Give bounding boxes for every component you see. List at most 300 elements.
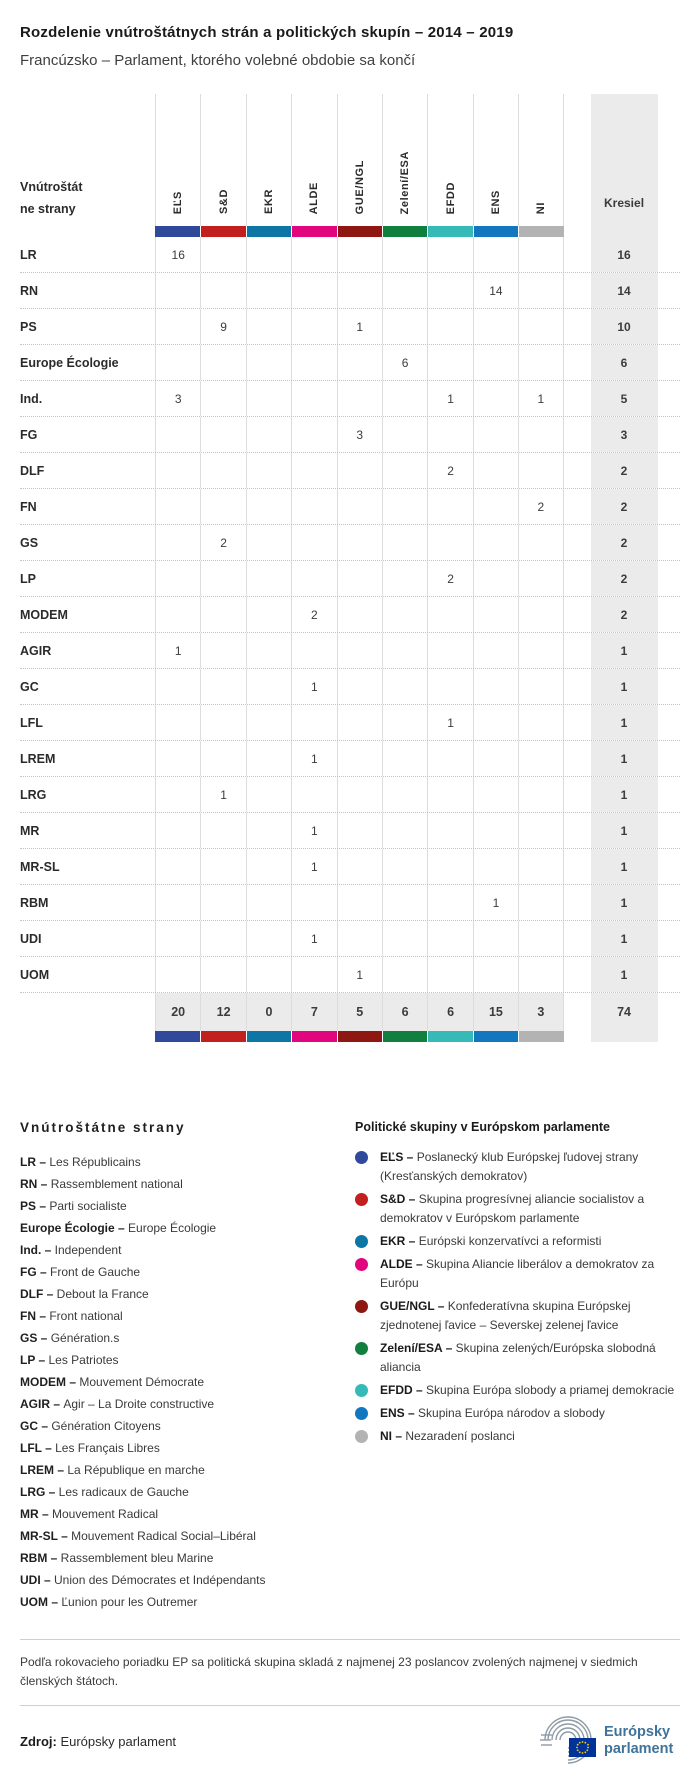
value-cell	[200, 705, 245, 740]
value-cell	[155, 957, 200, 992]
group-color-bar	[473, 1031, 518, 1042]
table-row	[20, 596, 680, 632]
row-spacer	[564, 885, 591, 920]
footer	[20, 1705, 680, 1766]
table-row	[20, 308, 680, 344]
value-cell	[518, 273, 563, 308]
table-row	[20, 956, 680, 992]
total-value-cell: 0	[246, 993, 291, 1031]
group-legend-text	[380, 1427, 515, 1446]
row-spacer	[564, 633, 591, 668]
value-cell	[155, 921, 200, 956]
value-cell	[246, 849, 291, 884]
value-cell	[155, 669, 200, 704]
seats-cell: 5	[591, 381, 658, 416]
totals-label	[20, 993, 155, 1031]
value-cell	[155, 849, 200, 884]
seats-cell: 1	[591, 813, 658, 848]
value-cell	[473, 417, 518, 452]
group-color-dot	[355, 1407, 368, 1420]
group-legend-text	[380, 1297, 680, 1335]
value-cell	[518, 921, 563, 956]
value-cell: 1	[200, 777, 245, 812]
value-cell	[427, 345, 472, 380]
group-color-bar	[473, 226, 518, 237]
party-legend-item	[20, 1547, 355, 1569]
seats-cell: 1	[591, 741, 658, 776]
value-cell	[246, 489, 291, 524]
value-cell	[200, 489, 245, 524]
source-label: Zdroj:	[20, 1733, 61, 1749]
row-spacer	[564, 525, 591, 560]
group-legend-item	[355, 1427, 680, 1446]
party-name: Union des Démocrates et Indépendants	[54, 1573, 266, 1587]
party-abbr: MR-SL –	[20, 1529, 72, 1543]
value-cell	[427, 597, 472, 632]
value-cell	[473, 561, 518, 596]
row-spacer	[564, 669, 591, 704]
value-cell	[200, 453, 245, 488]
value-cell	[382, 417, 427, 452]
value-cell	[337, 453, 382, 488]
party-legend-item	[20, 1151, 355, 1173]
value-cell	[246, 309, 291, 344]
value-cell	[337, 525, 382, 560]
group-color-bar	[427, 226, 472, 237]
value-cell	[246, 777, 291, 812]
party-label: MODEM	[20, 607, 68, 622]
value-cell	[246, 417, 291, 452]
party-name: Les Républicains	[49, 1155, 141, 1169]
row-spacer	[564, 813, 591, 848]
group-color-dot	[355, 1258, 368, 1271]
party-legend-item	[20, 1437, 355, 1459]
value-cell	[382, 885, 427, 920]
group-color-dot	[355, 1342, 368, 1355]
value-cell	[291, 705, 336, 740]
value-cell: 1	[291, 741, 336, 776]
value-cell	[155, 885, 200, 920]
value-cell	[337, 777, 382, 812]
value-cell	[246, 273, 291, 308]
value-cell	[291, 957, 336, 992]
value-cell	[246, 957, 291, 992]
party-legend-item	[20, 1173, 355, 1195]
value-cell: 1	[291, 921, 336, 956]
value-cell	[337, 381, 382, 416]
value-cell	[382, 741, 427, 776]
value-cell	[246, 525, 291, 560]
value-cell	[291, 525, 336, 560]
group-color-bar	[382, 1031, 427, 1042]
total-value-cell: 7	[291, 993, 336, 1031]
group-legend-item	[355, 1232, 680, 1251]
total-value-cell: 5	[337, 993, 382, 1031]
seats-cell: 2	[591, 489, 658, 524]
value-cell	[291, 777, 336, 812]
seats-cell: 2	[591, 453, 658, 488]
group-desc: Skupina zelených/Európska slobodná aliancia	[380, 1341, 656, 1374]
value-cell	[427, 417, 472, 452]
group-abbr: ENS –	[380, 1406, 419, 1420]
party-legend-item	[20, 1525, 355, 1547]
total-value-cell: 15	[473, 993, 518, 1031]
party-name: Independent	[54, 1243, 122, 1257]
value-cell	[473, 669, 518, 704]
row-spacer	[564, 921, 591, 956]
value-cell	[200, 273, 245, 308]
value-cell	[382, 633, 427, 668]
table-row	[20, 560, 680, 596]
table-row	[20, 237, 680, 272]
value-cell	[155, 813, 200, 848]
row-spacer	[564, 489, 591, 524]
value-cell	[155, 741, 200, 776]
value-cell	[291, 633, 336, 668]
party-abbr: DLF –	[20, 1287, 57, 1301]
party-legend-item	[20, 1569, 355, 1591]
seats-cell: 1	[591, 885, 658, 920]
party-name: Génération Citoyens	[51, 1419, 161, 1433]
table-row	[20, 848, 680, 884]
table-row	[20, 740, 680, 776]
value-cell	[200, 921, 245, 956]
value-cell	[155, 705, 200, 740]
total-value-cell: 3	[518, 993, 563, 1031]
party-legend-item	[20, 1349, 355, 1371]
value-cell	[382, 705, 427, 740]
value-cell	[246, 741, 291, 776]
party-label: Europe Écologie	[20, 355, 119, 370]
value-cell	[518, 777, 563, 812]
value-cell	[155, 525, 200, 560]
value-cell: 9	[200, 309, 245, 344]
party-abbr: GC –	[20, 1419, 52, 1433]
european-parliament-logo	[538, 1716, 680, 1766]
value-cell	[200, 849, 245, 884]
seats-cell: 10	[591, 309, 658, 344]
value-cell	[473, 633, 518, 668]
value-cell	[337, 273, 382, 308]
value-cell	[246, 885, 291, 920]
bar-label-spacer	[20, 226, 155, 237]
column-header-label: EKR	[262, 188, 275, 214]
top-color-bar-row	[20, 226, 680, 237]
value-cell: 1	[337, 309, 382, 344]
group-legend-text	[380, 1190, 680, 1228]
value-cell	[382, 597, 427, 632]
party-label: RBM	[20, 895, 49, 910]
party-name: Mouvement Radical	[52, 1507, 159, 1521]
value-cell	[382, 957, 427, 992]
value-cell	[246, 237, 291, 272]
group-abbr: EFDD –	[380, 1383, 427, 1397]
value-cell: 2	[291, 597, 336, 632]
group-legend-text	[380, 1148, 680, 1186]
table-row	[20, 632, 680, 668]
value-cell	[473, 309, 518, 344]
value-cell: 1	[427, 381, 472, 416]
total-value-cell: 6	[382, 993, 427, 1031]
value-cell	[337, 741, 382, 776]
value-cell	[382, 777, 427, 812]
party-legend-item	[20, 1261, 355, 1283]
group-color-bar	[337, 226, 382, 237]
group-abbr: ALDE –	[380, 1257, 427, 1271]
table-row	[20, 668, 680, 704]
party-name: Europe Écologie	[128, 1221, 217, 1235]
value-cell	[200, 597, 245, 632]
table-row	[20, 380, 680, 416]
row-header-label	[20, 94, 155, 226]
party-label: UOM	[20, 967, 50, 982]
party-abbr: RN –	[20, 1177, 51, 1191]
source-text: Európsky parlament	[60, 1733, 177, 1749]
seats-cell: 2	[591, 597, 658, 632]
party-name: Agir – La Droite constructive	[63, 1397, 215, 1411]
value-cell	[473, 489, 518, 524]
seats-cell: 1	[591, 633, 658, 668]
party-label: AGIR	[20, 643, 52, 658]
group-abbr: Zelení/ESA –	[380, 1341, 456, 1355]
row-spacer	[564, 741, 591, 776]
party-label: GC	[20, 679, 39, 694]
totals-row	[20, 992, 680, 1031]
value-cell	[291, 381, 336, 416]
party-legend-item	[20, 1305, 355, 1327]
table-header-row	[20, 94, 680, 226]
value-cell	[382, 921, 427, 956]
value-cell	[427, 921, 472, 956]
group-legend-list	[355, 1148, 680, 1446]
group-legend-item	[355, 1297, 680, 1335]
party-label: Ind.	[20, 391, 43, 406]
value-cell	[155, 777, 200, 812]
group-legend-text	[380, 1339, 680, 1377]
party-name: Debout la France	[56, 1287, 149, 1301]
group-desc: Poslanecký klub Európskej ľudovej strany (Kresťanských demokratov)	[380, 1150, 639, 1183]
value-cell	[382, 309, 427, 344]
party-legend-heading: Vnútroštátne strany	[20, 1120, 186, 1135]
value-cell	[427, 525, 472, 560]
group-color-bar	[337, 1031, 382, 1042]
column-header-label: EĽS	[172, 190, 185, 214]
value-cell	[518, 669, 563, 704]
value-cell	[382, 525, 427, 560]
ep-hemicycle-icon	[538, 1716, 600, 1766]
value-cell	[246, 561, 291, 596]
seats-cell: 3	[591, 417, 658, 452]
value-cell	[155, 597, 200, 632]
value-cell	[473, 381, 518, 416]
value-cell	[291, 453, 336, 488]
value-cell	[427, 273, 472, 308]
value-cell	[155, 309, 200, 344]
source-line	[20, 1734, 176, 1749]
group-legend	[355, 1120, 680, 1613]
group-desc: Skupina Aliancie liberálov a demokratov za Európu	[380, 1257, 655, 1290]
value-cell: 1	[518, 381, 563, 416]
value-cell	[382, 237, 427, 272]
footnote-text: Podľa rokovacieho poriadku EP sa politická skupina skladá z najmenej 23 poslancov zvolených najmenej v siedmich členských štátoch.	[20, 1655, 638, 1688]
value-cell	[246, 345, 291, 380]
value-cell: 2	[427, 561, 472, 596]
value-cell	[155, 417, 200, 452]
value-cell	[382, 489, 427, 524]
group-color-bar	[155, 1031, 200, 1042]
value-cell	[291, 309, 336, 344]
party-name: Ľunion pour les Outremer	[61, 1595, 198, 1609]
bar-label-spacer	[20, 1031, 155, 1042]
value-cell: 1	[337, 957, 382, 992]
value-cell	[337, 561, 382, 596]
value-cell	[518, 597, 563, 632]
value-cell	[473, 345, 518, 380]
party-abbr: Ind. –	[20, 1243, 55, 1257]
value-cell	[200, 669, 245, 704]
table-row	[20, 416, 680, 452]
seats-cell: 1	[591, 705, 658, 740]
party-label: DLF	[20, 463, 45, 478]
party-abbr: RBM –	[20, 1551, 61, 1565]
value-cell	[518, 813, 563, 848]
seats-cell: 2	[591, 525, 658, 560]
row-spacer	[564, 237, 591, 272]
row-spacer	[564, 381, 591, 416]
seats-header-label: Kresiel	[591, 94, 658, 226]
value-cell	[200, 633, 245, 668]
value-cell	[246, 381, 291, 416]
party-label: FN	[20, 499, 37, 514]
party-name: Parti socialiste	[49, 1199, 127, 1213]
table-row	[20, 812, 680, 848]
row-spacer	[564, 417, 591, 452]
bar-spacer	[564, 226, 591, 237]
value-cell	[200, 957, 245, 992]
group-legend-item	[355, 1255, 680, 1293]
value-cell	[473, 705, 518, 740]
party-label: LREM	[20, 751, 56, 766]
value-cell	[473, 741, 518, 776]
value-cell	[291, 885, 336, 920]
party-legend-item	[20, 1195, 355, 1217]
column-header-cell	[427, 94, 472, 226]
value-cell	[246, 705, 291, 740]
value-cell	[382, 669, 427, 704]
party-abbr: MR –	[20, 1507, 53, 1521]
party-abbr: MODEM –	[20, 1375, 80, 1389]
value-cell	[291, 561, 336, 596]
group-color-bar	[291, 1031, 336, 1042]
value-cell	[337, 813, 382, 848]
value-cell: 1	[291, 813, 336, 848]
row-spacer	[564, 777, 591, 812]
row-spacer	[564, 345, 591, 380]
party-name: Les Patriotes	[48, 1353, 119, 1367]
party-abbr: UOM –	[20, 1595, 62, 1609]
value-cell	[427, 669, 472, 704]
column-header-cell	[518, 94, 563, 226]
group-legend-item	[355, 1190, 680, 1228]
group-desc: Európski konzervatívci a reformisti	[418, 1234, 602, 1248]
value-cell	[155, 561, 200, 596]
seats-cell: 1	[591, 921, 658, 956]
party-legend-item	[20, 1481, 355, 1503]
value-cell	[518, 237, 563, 272]
value-cell	[473, 813, 518, 848]
parties-table	[20, 94, 680, 1042]
value-cell	[427, 237, 472, 272]
party-legend-item	[20, 1239, 355, 1261]
seats-cell: 6	[591, 345, 658, 380]
total-value-cell: 20	[155, 993, 200, 1031]
value-cell: 2	[200, 525, 245, 560]
value-cell	[291, 237, 336, 272]
group-legend-text	[380, 1232, 601, 1251]
value-cell	[337, 237, 382, 272]
group-legend-text	[380, 1255, 680, 1293]
group-abbr: NI –	[380, 1429, 406, 1443]
value-cell: 2	[518, 489, 563, 524]
totals-spacer	[564, 993, 591, 1031]
value-cell	[427, 633, 472, 668]
value-cell: 3	[337, 417, 382, 452]
party-abbr: LRG –	[20, 1485, 59, 1499]
group-legend-item	[355, 1404, 680, 1423]
group-legend-text	[380, 1404, 605, 1423]
group-color-bar	[382, 226, 427, 237]
value-cell	[427, 741, 472, 776]
value-cell	[246, 453, 291, 488]
row-spacer	[564, 273, 591, 308]
column-header-label: Zelení/ESA	[399, 150, 412, 214]
value-cell	[200, 561, 245, 596]
group-color-bar	[427, 1031, 472, 1042]
value-cell	[427, 849, 472, 884]
group-color-dot	[355, 1384, 368, 1397]
value-cell	[427, 777, 472, 812]
group-color-bar	[518, 226, 563, 237]
party-name: Les radicaux de Gauche	[58, 1485, 189, 1499]
group-abbr: EKR –	[380, 1234, 419, 1248]
column-header-cell	[200, 94, 245, 226]
party-abbr: FN –	[20, 1309, 50, 1323]
group-color-bar	[200, 226, 245, 237]
value-cell: 2	[427, 453, 472, 488]
party-label: MR	[20, 823, 40, 838]
column-header-cell	[337, 94, 382, 226]
group-desc: Nezaradení poslanci	[405, 1429, 515, 1443]
value-cell	[518, 417, 563, 452]
header-spacer	[564, 94, 591, 226]
party-label: LP	[20, 571, 36, 586]
column-header-cell	[382, 94, 427, 226]
party-label: FG	[20, 427, 38, 442]
value-cell	[382, 453, 427, 488]
total-value-cell: 12	[200, 993, 245, 1031]
seats-cell: 16	[591, 237, 658, 272]
party-legend-item	[20, 1503, 355, 1525]
party-name: Front national	[49, 1309, 123, 1323]
value-cell	[382, 561, 427, 596]
party-abbr: LFL –	[20, 1441, 56, 1455]
party-name: Mouvement Démocrate	[79, 1375, 205, 1389]
row-spacer	[564, 597, 591, 632]
bottom-color-bar-row	[20, 1031, 680, 1042]
value-cell: 1	[291, 849, 336, 884]
party-name: Génération.s	[50, 1331, 120, 1345]
value-cell	[382, 273, 427, 308]
